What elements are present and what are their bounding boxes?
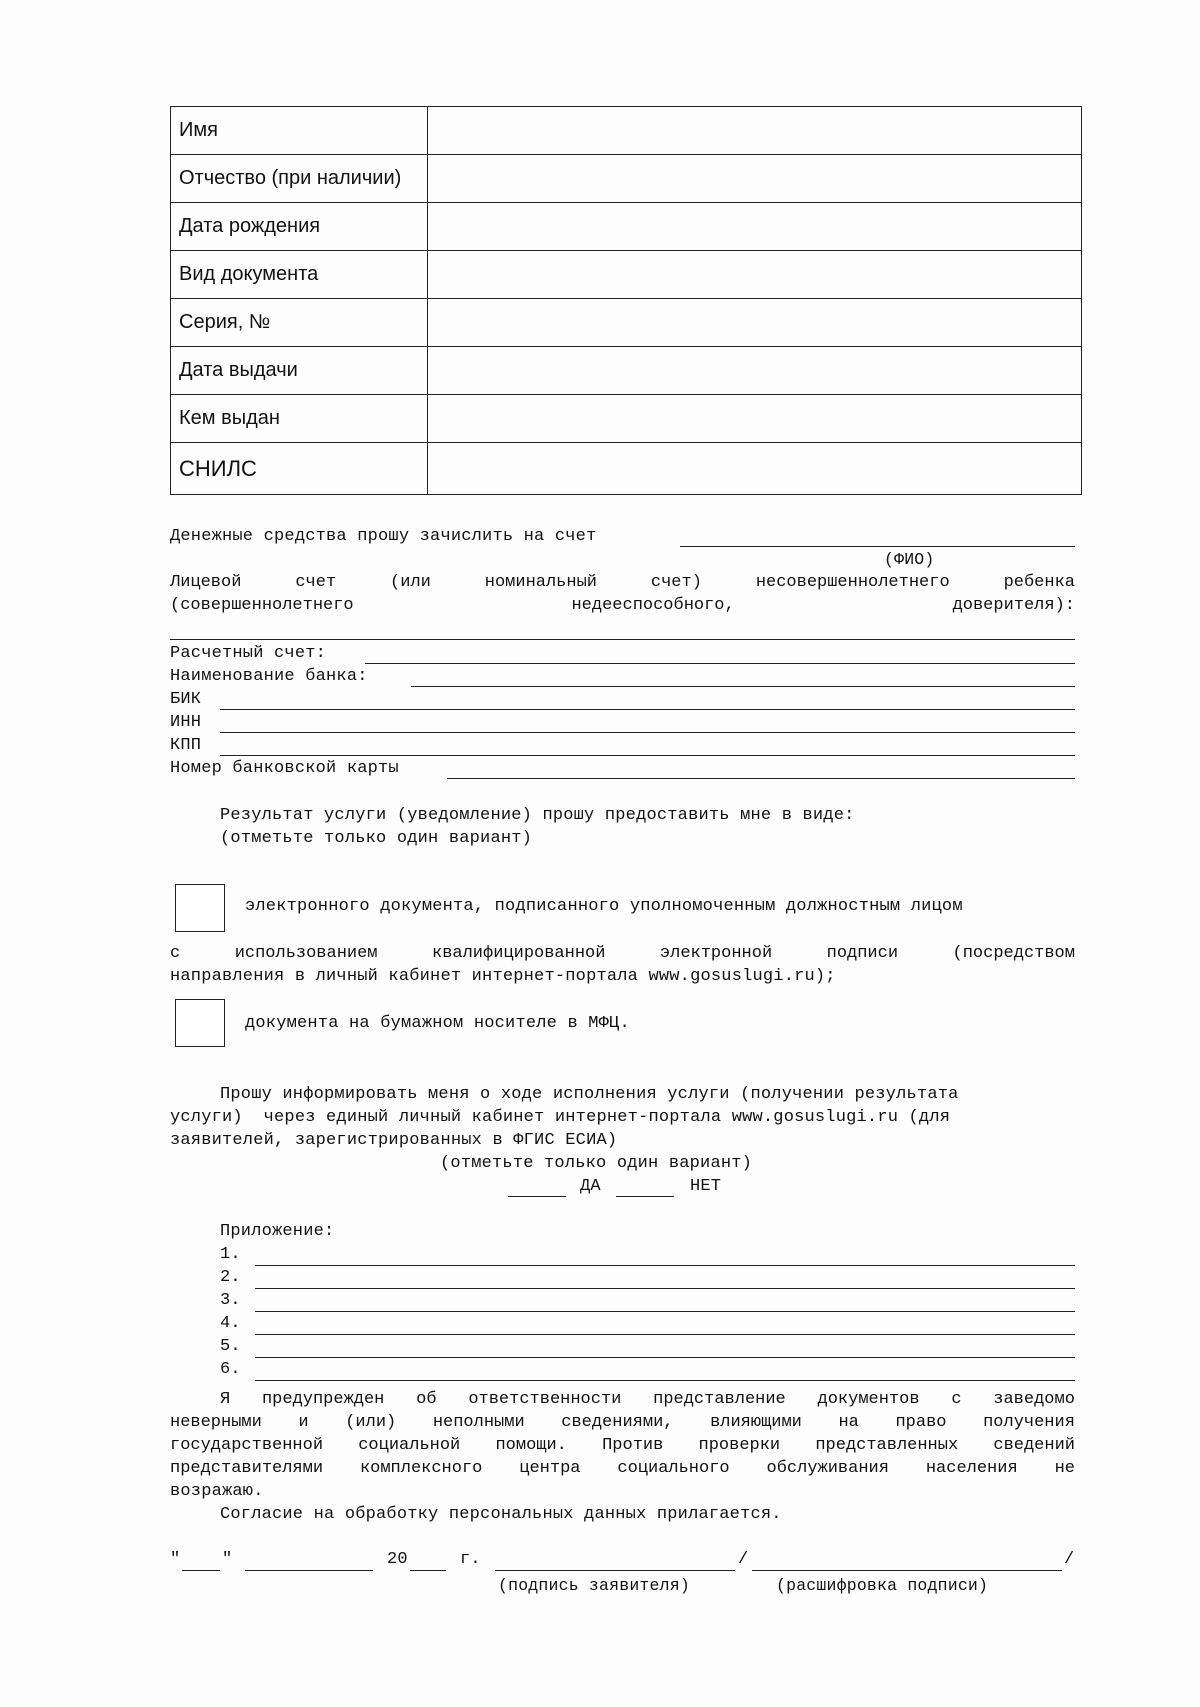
field-patronymic[interactable]: [428, 155, 1082, 203]
fio-input-line[interactable]: [680, 546, 1075, 547]
credit-to-label: Денежные средства прошу зачислить на счет: [170, 527, 597, 546]
attachment-line[interactable]: [255, 1288, 1075, 1289]
warning-line1: Я предупрежден об ответственности представление документов с заведомо: [220, 1390, 1075, 1409]
year-suffix: г.: [460, 1550, 481, 1569]
month-line[interactable]: [245, 1570, 373, 1571]
option-electronic-line3: направления в личный кабинет интернет-портала www.gosuslugi.ru);: [170, 967, 836, 986]
year-line[interactable]: [410, 1570, 446, 1571]
option-electronic-line2: с использованием квалифицированной электронной подписи (посредством: [170, 944, 1075, 963]
settlement-account-line[interactable]: [365, 663, 1075, 664]
option-electronic-line1: электронного документа, подписанного уполномоченным должностным лицом: [245, 897, 963, 916]
field-series-number[interactable]: [428, 299, 1082, 347]
card-number-line[interactable]: [447, 778, 1075, 779]
field-issued-by[interactable]: [428, 395, 1082, 443]
attachment-number: 6.: [220, 1360, 241, 1379]
paper-document-checkbox[interactable]: [175, 999, 225, 1047]
table-row: [171, 347, 1082, 395]
option-paper: документа на бумажном носителе в МФЦ.: [245, 1014, 630, 1033]
field-birth-date[interactable]: [428, 203, 1082, 251]
kpp-label: КПП: [170, 736, 202, 755]
inn-line[interactable]: [220, 732, 1075, 733]
table-row: [171, 299, 1082, 347]
result-intro: Результат услуги (уведомление) прошу предоставить мне в виде:: [220, 806, 855, 825]
attachment-line[interactable]: [255, 1357, 1075, 1358]
label-series-number: Серия, №: [171, 299, 428, 347]
warning-line2: неверными и (или) неполными сведениями, влияющими на право получения: [170, 1413, 1075, 1432]
date-quote-close: ": [222, 1550, 233, 1569]
signature-slash: /: [1064, 1550, 1075, 1569]
table-row: [171, 395, 1082, 443]
warning-line3: государственной социальной помощи. Против проверки представленных сведений: [170, 1436, 1075, 1455]
warning-line4: представителями комплексного центра социального обслуживания населения не: [170, 1459, 1075, 1478]
signature-slash: /: [738, 1550, 749, 1569]
field-name[interactable]: [428, 107, 1082, 155]
settlement-account-label: Расчетный счет:: [170, 644, 327, 663]
label-name: Имя: [171, 107, 428, 155]
kpp-line[interactable]: [220, 755, 1075, 756]
table-row: [171, 251, 1082, 299]
field-snils[interactable]: [428, 443, 1082, 495]
label-snils: СНИЛС: [171, 443, 428, 495]
attachment-number: 5.: [220, 1337, 241, 1356]
no-mark-line[interactable]: [616, 1196, 674, 1197]
inform-line3: заявителей, зарегистрированных в ФГИС ЕСИА): [170, 1131, 618, 1150]
bik-line[interactable]: [220, 709, 1075, 710]
table-row: [171, 443, 1082, 495]
applicant-signature-caption: (подпись заявителя): [498, 1576, 690, 1595]
electronic-document-checkbox[interactable]: [175, 884, 225, 932]
bik-label: БИК: [170, 690, 202, 709]
inn-label: ИНН: [170, 713, 202, 732]
attachment-number: 1.: [220, 1245, 241, 1264]
label-birth-date: Дата рождения: [171, 203, 428, 251]
attachment-line[interactable]: [255, 1334, 1075, 1335]
table-row: [171, 155, 1082, 203]
warning-line5: возражаю.: [170, 1482, 264, 1501]
attachment-number: 2.: [220, 1268, 241, 1287]
date-quote-open: ": [170, 1550, 181, 1569]
consent-text: Согласие на обработку персональных данных прилагается.: [220, 1505, 782, 1524]
no-label: НЕТ: [690, 1177, 722, 1196]
attachment-line[interactable]: [255, 1380, 1075, 1381]
label-issue-date: Дата выдачи: [171, 347, 428, 395]
inform-line1: Прошу информировать меня о ходе исполнения услуги (получении результата: [220, 1085, 959, 1104]
bank-name-label: Наименование банка:: [170, 667, 368, 686]
attachment-number: 3.: [220, 1291, 241, 1310]
account-line-2: (совершеннолетнего недееспособного, доверителя):: [170, 596, 1075, 615]
table-row: [171, 107, 1082, 155]
yes-label: ДА: [580, 1177, 601, 1196]
field-issue-date[interactable]: [428, 347, 1082, 395]
label-document-type: Вид документа: [171, 251, 428, 299]
fio-caption: (ФИО): [884, 550, 935, 569]
year-prefix: 20: [387, 1550, 408, 1569]
label-issued-by: Кем выдан: [171, 395, 428, 443]
card-number-label: Номер банковской карты: [170, 759, 399, 778]
attachment-number: 4.: [220, 1314, 241, 1333]
signature-decoding-line[interactable]: [752, 1570, 1062, 1571]
inform-line2: услуги) через единый личный кабинет интернет-портала www.gosuslugi.ru (для: [170, 1108, 951, 1127]
attachment-line[interactable]: [255, 1311, 1075, 1312]
attachment-line[interactable]: [255, 1265, 1075, 1266]
table-row: [171, 203, 1082, 251]
attachments-title: Приложение:: [220, 1222, 335, 1241]
account-input-line[interactable]: [170, 639, 1075, 640]
yes-mark-line[interactable]: [508, 1196, 566, 1197]
field-document-type[interactable]: [428, 251, 1082, 299]
label-patronymic: Отчество (при наличии): [171, 155, 428, 203]
inform-hint: (отметьте только один вариант): [440, 1154, 753, 1173]
applicant-signature-line[interactable]: [495, 1570, 735, 1571]
day-line[interactable]: [182, 1570, 220, 1571]
bank-name-line[interactable]: [411, 686, 1075, 687]
decoding-caption: (расшифровка подписи): [776, 1576, 989, 1595]
personal-data-table: [170, 106, 1082, 495]
account-line-1: Лицевой счет (или номинальный счет) несовершеннолетнего ребенка: [170, 573, 1075, 592]
result-hint: (отметьте только один вариант): [220, 829, 533, 848]
